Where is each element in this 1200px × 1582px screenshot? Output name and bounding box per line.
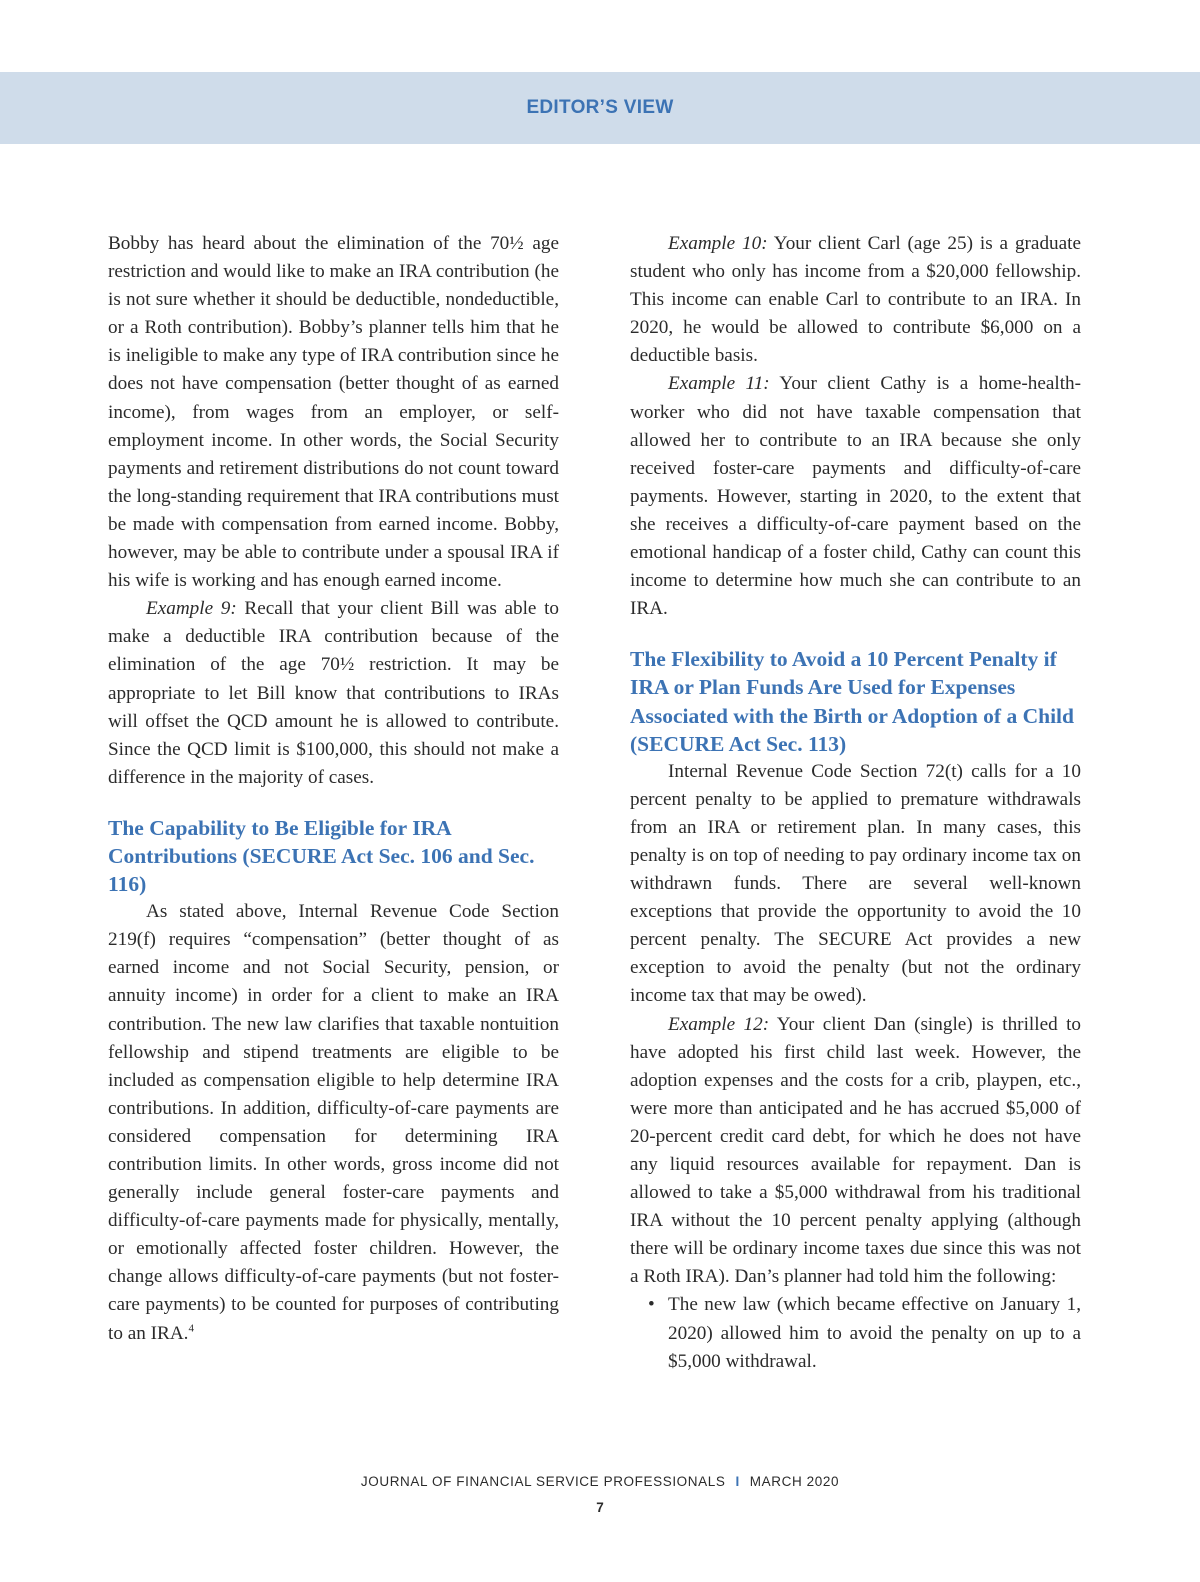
compensation-text: As stated above, Internal Revenue Code Section 219(f) requires “compensation” (better thought of as earned income and not Social Security, pension, or annuity income) in order for a client to make an IRA contribution. The new law clarifies that taxable nontuition fellowship and stipend treatments are eligible to be included as compensation eligible to help determine IRA contributions. In addition, difficulty-of-care payments are considered compensation for determining IRA contribution limits. In other words, gross income did not generally include general foster-care payments and difficulty-of-care payments made for physically, mentally, or emotionally affected foster children. However, the change allows difficulty-of-care payments (but not foster-care payments) to be counted for purposes of contributing to an IRA. (108, 901, 559, 1344)
example-12-text: Your client Dan (single) is thrilled to have adopted his first child last week. However, the adoption expenses and the costs for a crib, playpen, etc., were more than anticipated and he has accrued $5,000 of 20-percent credit card debt, for which he does not have any liquid resources available for repayment. Dan is allowed to take a $5,000 withdrawal from his traditional IRA without the 10 percent penalty applying (although there will be ordinary income taxes due since this was not a Roth IRA). Dan’s planner had told him the following: (630, 1013, 1081, 1288)
header-band (0, 72, 1200, 144)
paragraph-example-12 (630, 1011, 1081, 1292)
paragraph-example-10 (630, 230, 1081, 370)
bullet-icon: • (648, 1294, 655, 1316)
example-11-label: Example 11: (668, 373, 770, 395)
right-column (630, 230, 1081, 1376)
issue-date: MARCH 2020 (749, 1474, 840, 1489)
example-10-label: Example 10: (668, 233, 768, 254)
example-11-text: Your client Cathy is a home-health-worker who did not have taxable compensation that allowed her to contribute to an IRA because she only received foster-care payments and difficulty-of-care payments. However, starting in 2020, to the extent that she receives a difficulty-of-care payment based on the emotional handicap of a foster child, Cathy can count this income to determine how much she can contribute to an IRA. (630, 373, 1082, 620)
example-9-text: Recall that your client Bill was able to make a deductible IRA contribution because of the elimination of the age 70½ restriction. It may be appropriate to let Bill know that contributions to IRAs will offset the QCD amount he is allowed to contribute. Since the QCD limit is $100,000, this should not make a difference in the majority of cases. (108, 598, 559, 788)
footer-separator: I (735, 1474, 740, 1489)
paragraph-irc-72t: Internal Revenue Code Section 72(t) calls for a 10 percent penalty to be applied to premature withdrawals from an IRA or retirement plan. In many cases, this penalty is on top of needing to pay ordinary income tax on withdrawn funds. There are several well-known exceptions that provide the opportunity to avoid the 10 percent penalty. The SECURE Act provides a new exception to avoid the penalty (but not the ordinary income tax that may be owed). (630, 760, 1081, 1007)
list-item-text: The new law (which became effective on January 1, 2020) allowed him to avoid the penalty on up to a $5,000 withdrawal. (668, 1294, 1081, 1372)
example-9-label: Example 9: (146, 598, 237, 620)
planner-advice-list (630, 1291, 1081, 1375)
list-item (630, 1291, 1081, 1375)
paragraph-compensation (108, 898, 559, 1348)
page-number: 7 (596, 1500, 604, 1515)
left-column (108, 230, 559, 1348)
journal-name: JOURNAL OF FINANCIAL SERVICE PROFESSIONALS (360, 1474, 726, 1489)
footnote-ref-4: 4 (188, 1322, 194, 1335)
paragraph-example-9 (108, 595, 559, 792)
section-title: EDITOR’S VIEW (526, 97, 674, 118)
heading-ira-eligibility: The Capability to Be Eligible for IRA Contributions (SECURE Act Sec. 106 and Sec. 116) (108, 815, 535, 897)
paragraph-bobby: Bobby has heard about the elimination of the 70½ age restriction and would like to make an IRA contribution (he is not sure whether it should be deductible, nondeductible, or a Roth contribution). Bobby’s planner tells him that he is ineligible to make any type of IRA contribution since he does not have compensation (better thought of as earned income), from wages from an employer, or self-employment income. In other words, the Social Security payments and retirement distributions do not count toward the long-standing requirement that IRA contributions must be made with compensation from earned income. Bobby, however, may be able to contribute under a spousal IRA if his wife is working and has enough earned income. (108, 233, 559, 592)
example-10-text: Your client Carl (age 25) is a graduate student who only has income from a $20,000 fellowship. This income can enable Carl to contribute to an IRA. In 2020, he would be allowed to contribute $6,000 on a deductible basis. (630, 233, 1081, 367)
page-footer (0, 1474, 1200, 1489)
heading-penalty-flexibility: The Flexibility to Avoid a 10 Percent Penalty if IRA or Plan Funds Are Used for Expenses Associated with the Birth or Adoption of a Child (SECURE Act Sec. 113) (630, 647, 1074, 756)
paragraph-example-11 (630, 370, 1081, 623)
example-12-label: Example 12: (668, 1013, 770, 1035)
